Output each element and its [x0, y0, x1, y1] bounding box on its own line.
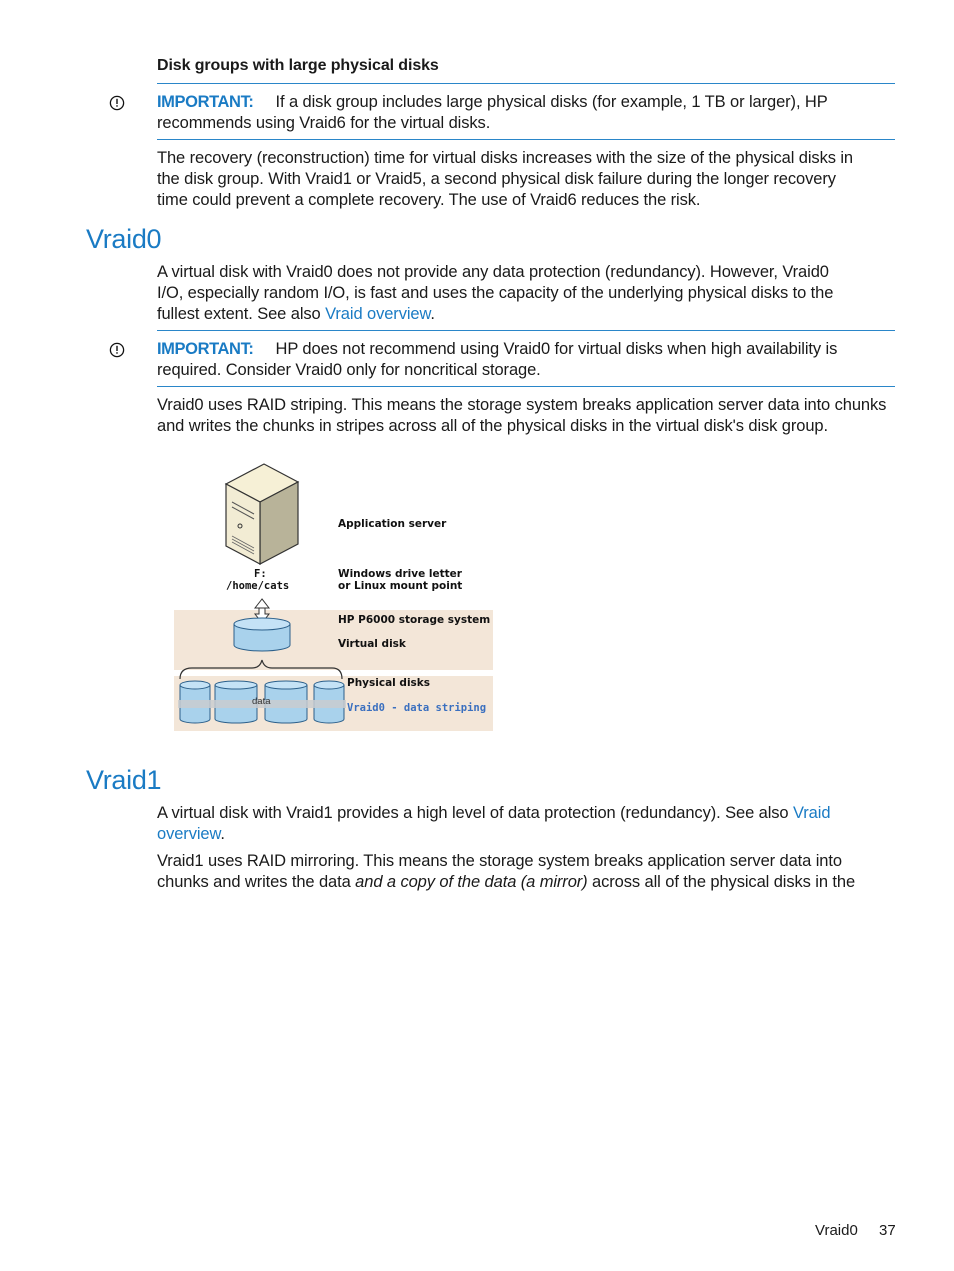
label-application-server: Application server [338, 518, 447, 530]
italic-text: and a copy of the data (a mirror) [355, 872, 588, 891]
paragraph-line: Vraid0 uses RAID striping. This means the storage system breaks application server data into chunks [157, 396, 887, 414]
paragraph [157, 803, 897, 845]
text: fullest extent. See also [157, 304, 326, 323]
paragraph-line [157, 824, 897, 845]
virtual-disk-icon [234, 618, 290, 651]
important-note-2 [157, 339, 897, 381]
label-virtual-disk: Virtual disk [338, 638, 406, 650]
subsection-heading: Disk groups with large physical disks [157, 57, 439, 74]
important-icon [109, 95, 125, 111]
label-mount-path: /home/cats [226, 580, 290, 592]
important-note-1 [157, 92, 897, 134]
paragraph-line: time could prevent a complete recovery. The use of Vraid6 reduces the risk. [157, 190, 701, 209]
paragraph-line: Vraid1 uses RAID mirroring. This means the storage system breaks application server data into [157, 852, 842, 870]
paragraph-line: and writes the chunks in stripes across all of the physical disks in the virtual disk's disk group. [157, 416, 828, 435]
paragraph-line [157, 872, 902, 893]
vraid-overview-link[interactable]: Vraid [792, 804, 831, 822]
text: . [430, 304, 435, 323]
important-label: IMPORTANT: [157, 340, 254, 358]
label-data-striping: Vraid0 - data striping [347, 702, 487, 714]
label-mount-point-desc: or Linux mount point [338, 580, 463, 592]
vraid0-diagram [174, 462, 494, 732]
section-heading-vraid0: Vraid0 [86, 224, 162, 254]
text: chunks and writes the data [157, 872, 356, 891]
rule [157, 330, 895, 331]
rule [157, 386, 895, 387]
paragraph [157, 262, 897, 324]
paragraph-line [157, 304, 897, 325]
important-text: If a disk group includes large physical disks (for example, 1 TB or larger), HP [275, 93, 828, 111]
label-drive-letter: F: [254, 568, 267, 580]
important-text: required. Consider Vraid0 only for noncritical storage. [157, 360, 541, 379]
paragraph-line: The recovery (reconstruction) time for virtual disks increases with the size of the physical disks in [157, 149, 854, 167]
important-text: recommends using Vraid6 for the virtual disks. [157, 113, 491, 132]
page-number: 37 [879, 1222, 896, 1239]
text: . [220, 824, 225, 843]
paragraph [157, 395, 902, 437]
text: A virtual disk with Vraid1 provides a high level of data protection (redundancy). See also [157, 804, 793, 822]
important-text: HP does not recommend using Vraid0 for virtual disks when high availability is [275, 340, 838, 358]
paragraph-line: A virtual disk with Vraid0 does not provide any data protection (redundancy). However, Vraid0 [157, 263, 829, 281]
text: across all of the physical disks in the [587, 872, 856, 891]
vraid-overview-link[interactable]: overview [157, 824, 221, 843]
paragraph [157, 851, 902, 893]
label-physical-disks: Physical disks [347, 677, 431, 689]
rule [157, 83, 895, 84]
label-drive-letter-desc: Windows drive letter [338, 568, 462, 580]
label-data: data [252, 696, 271, 707]
section-heading-vraid1: Vraid1 [86, 765, 162, 795]
footer-section: Vraid0 [815, 1222, 858, 1239]
important-icon [109, 342, 125, 358]
paragraph [157, 148, 897, 210]
label-storage-system: HP P6000 storage system [338, 614, 491, 626]
diagram-graphics [174, 462, 494, 732]
paragraph-line: the disk group. With Vraid1 or Vraid5, a second physical disk failure during the longer recovery [157, 169, 836, 188]
rule [157, 139, 895, 140]
important-label: IMPORTANT: [157, 93, 254, 111]
vraid-overview-link[interactable]: Vraid overview [325, 304, 431, 323]
server-icon [226, 464, 298, 564]
paragraph-line [157, 803, 897, 824]
paragraph-line: I/O, especially random I/O, is fast and uses the capacity of the underlying physical disks to the [157, 283, 834, 302]
